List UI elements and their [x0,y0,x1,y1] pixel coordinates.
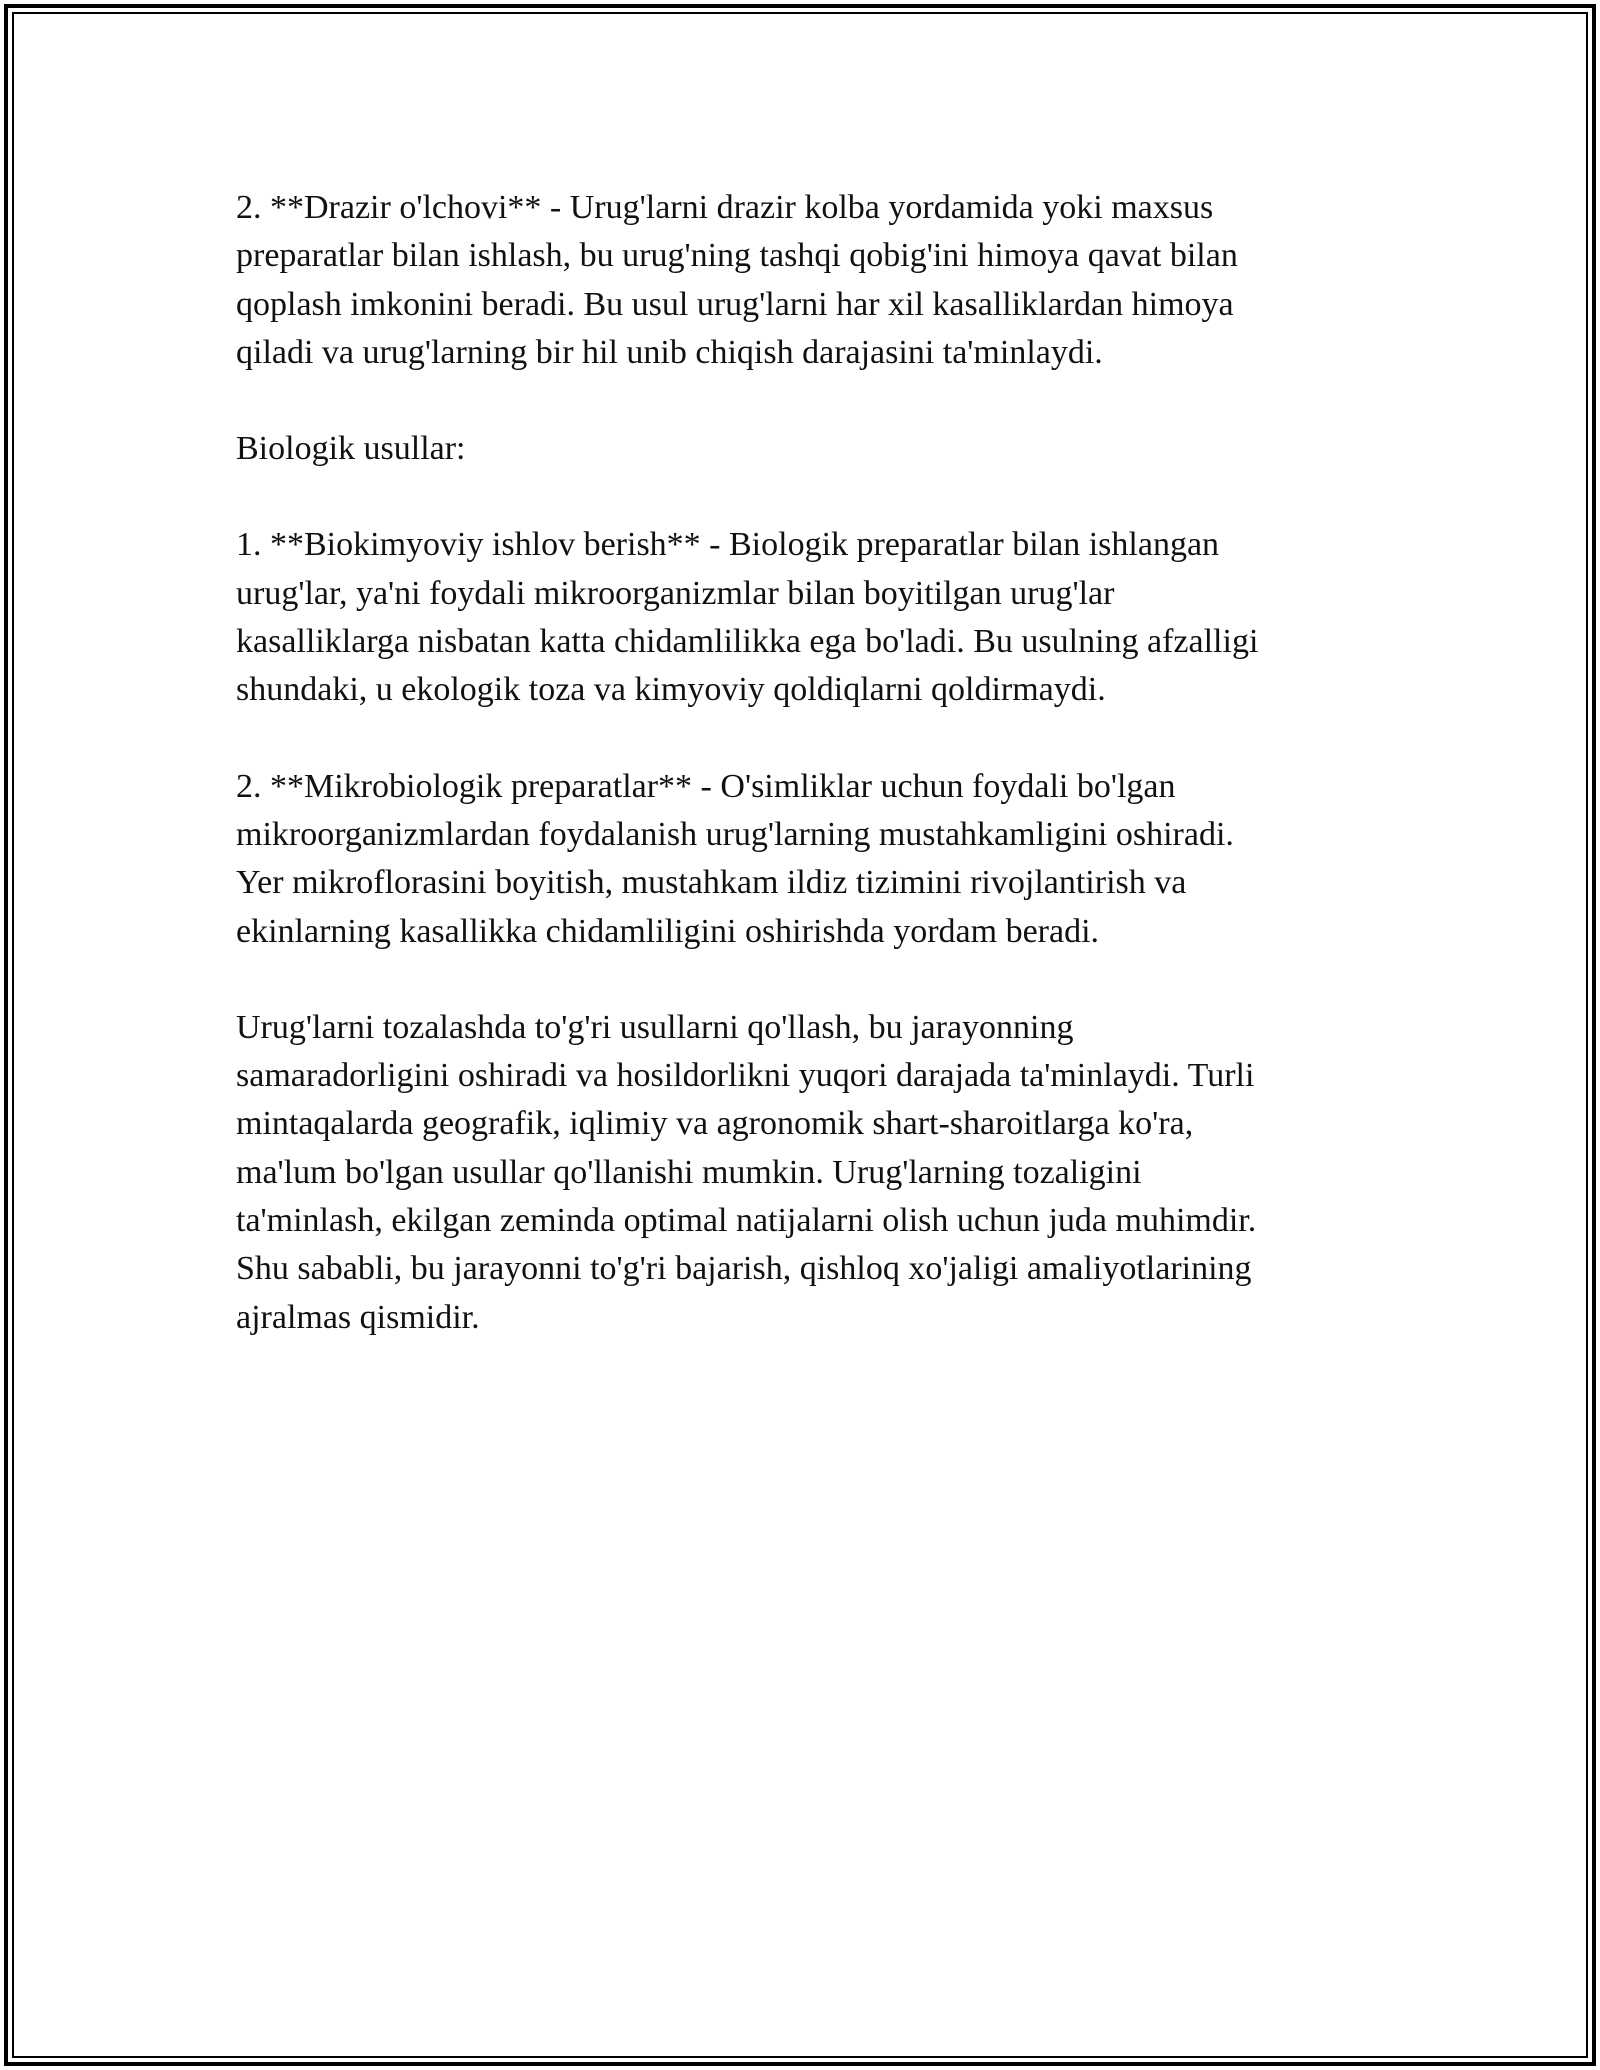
paragraph-biokimyoviy: 1. **Biokimyoviy ishlov berish** - Biologik preparatlar bilan ishlangan urug'lar, ya'ni foydali mikroorganizmlar bilan boyitilgan urug'lar kasalliklarga nisbatan katta chidamlilikka ega bo'ladi. Bu usulning afzalligi shundaki, u ekologik toza va kimyoviy qoldiqlarni qoldirmaydi. [236,526,1259,709]
paragraph-drazir: 2. **Drazir o'lchovi** - Urug'larni drazir kolba yordamida yoki maxsus preparatlar bilan ishlash, bu urug'ning tashqi qobig'ini himoya qavat bilan qoplash imkonini beradi. Bu usul urug'larni har xil kasalliklardan himoya qiladi va urug'larning bir hil unib chiqish darajasini ta'minlaydi. [236,189,1238,371]
document-body [236,184,1356,1390]
paragraph-mikrobiologik: 2. **Mikrobiologik preparatlar** - O'simliklar uchun foydali bo'lgan mikroorganizmlardan foydalanish urug'larning mustahkamligini oshiradi. Yer mikroflorasini boyitish, mustahkam ildiz tizimini rivojlantirish va ekinlarning kasallikka chidamliligini oshirishda yordam beradi. [236,767,1234,950]
paragraph-conclusion: Urug'larni tozalashda to'g'ri usullarni qo'llash, bu jarayonning samaradorligini oshiradi va hosildorlikni yuqori darajada ta'minlaydi. Turli mintaqalarda geografik, iqlimiy va agronomik shart-sharoitlarga ko'ra, ma'lum bo'lgan usullar qo'llanishi mumkin. Urug'larning tozaligini ta'minlash, ekilgan zeminda optimal natijalarni olish uchun juda muhimdir. Shu sababli, bu jarayonni to'g'ri bajarish, qishloq xo'jaligi amaliyotlarining ajralmas qismidir. [236,1008,1257,1336]
heading-biologik-usullar: Biologik usullar: [236,430,466,468]
